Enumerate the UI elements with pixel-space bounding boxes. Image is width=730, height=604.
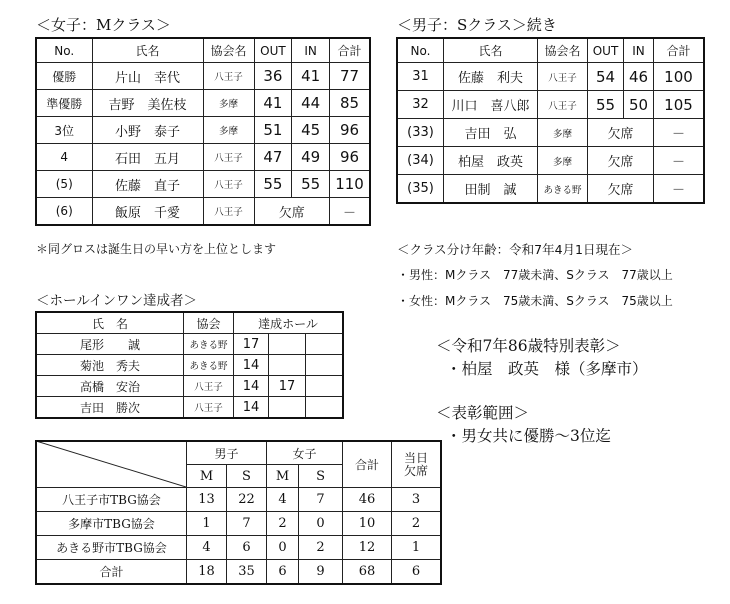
player-name: 佐藤 直子 — [92, 171, 203, 198]
summary-table — [36, 441, 441, 584]
class-male-rule: ・男性：Mクラス 77歳未満、Sクラス 77歳以上 — [397, 268, 673, 282]
cell-value: 7 — [227, 512, 267, 536]
table-row — [37, 90, 370, 117]
hole-number — [269, 334, 306, 355]
summary-table-wrap — [36, 441, 440, 586]
total-score: 96 — [330, 117, 370, 144]
table-row — [37, 376, 343, 397]
rank: 32 — [398, 91, 444, 119]
hole-number — [306, 355, 343, 376]
table-row — [37, 397, 343, 418]
in-score: 50 — [624, 91, 654, 119]
player-name: 小野 泰子 — [92, 117, 203, 144]
header-male: 男子 — [187, 442, 267, 465]
corner-cell — [37, 442, 187, 488]
rank: 優勝 — [37, 63, 93, 90]
assoc: あきる野 — [184, 334, 234, 355]
table-row — [37, 144, 370, 171]
assoc: 八王子 — [538, 91, 588, 119]
absent-label: 欠席 — [588, 175, 654, 203]
special-award-item: ・柏屋 政英 様（多摩市） — [446, 360, 648, 378]
cell-value: 13 — [187, 488, 227, 512]
header-female: 女子 — [267, 442, 343, 465]
header-total: 合計 — [330, 39, 370, 63]
hole-number — [269, 355, 306, 376]
cell-value: 1 — [392, 536, 441, 560]
award-scope-title: ＜表彰範囲＞ — [436, 404, 530, 422]
table-row — [37, 198, 370, 225]
header-male-s: S — [227, 465, 267, 488]
cell-value: 9 — [299, 560, 343, 584]
men-s-table — [397, 38, 704, 203]
header-today-line1: 当日 — [404, 450, 429, 465]
rank: (35) — [398, 175, 444, 203]
women-m-table — [36, 38, 370, 225]
player-name: 吉野 美佐枝 — [92, 90, 203, 117]
in-score: 49 — [292, 144, 330, 171]
player-name: 菊池 秀夫 — [37, 355, 184, 376]
total-score: 96 — [330, 144, 370, 171]
hole-number — [306, 334, 343, 355]
rank: 4 — [37, 144, 93, 171]
assoc-label: あきる野市TBG協会 — [37, 536, 187, 560]
cell-value: 46 — [343, 488, 392, 512]
header-assoc: 協会名 — [203, 39, 254, 63]
header-female-s: S — [299, 465, 343, 488]
header-out: OUT — [588, 39, 624, 63]
rank: 3位 — [37, 117, 93, 144]
player-name: 吉田 弘 — [444, 119, 538, 147]
header-assoc: 協会名 — [538, 39, 588, 63]
women-m-title: ＜女子：Mクラス＞ — [36, 16, 171, 34]
rank: (6) — [37, 198, 93, 225]
player-name: 片山 幸代 — [92, 63, 203, 90]
in-score: 44 — [292, 90, 330, 117]
player-name: 石田 五月 — [92, 144, 203, 171]
total-score: － — [654, 147, 704, 175]
award-scope-item: ・男女共に優勝～3位迄 — [446, 427, 611, 445]
assoc: 八王子 — [184, 397, 234, 418]
rank: (34) — [398, 147, 444, 175]
assoc: 八王子 — [203, 63, 254, 90]
out-score: 41 — [254, 90, 292, 117]
player-name: 飯原 千愛 — [92, 198, 203, 225]
hole-number — [306, 397, 343, 418]
in-score: 41 — [292, 63, 330, 90]
table-row — [398, 147, 704, 175]
table-row — [37, 334, 343, 355]
assoc: 八王子 — [203, 171, 254, 198]
assoc: あきる野 — [538, 175, 588, 203]
out-score: 55 — [588, 91, 624, 119]
cell-value: 18 — [187, 560, 227, 584]
hole-number — [269, 397, 306, 418]
hole-number: 14 — [234, 355, 269, 376]
player-name: 高橋 安治 — [37, 376, 184, 397]
assoc: 八王子 — [184, 376, 234, 397]
assoc-label: 多摩市TBG協会 — [37, 512, 187, 536]
table-row — [37, 117, 370, 144]
cell-value: 2 — [299, 536, 343, 560]
header-name: 氏 名 — [37, 313, 184, 334]
in-score: 46 — [624, 63, 654, 91]
absent-label: 欠席 — [588, 119, 654, 147]
cell-value: 6 — [227, 536, 267, 560]
assoc: 多摩 — [538, 147, 588, 175]
header-name: 氏名 — [92, 39, 203, 63]
table-row — [398, 175, 704, 203]
player-name: 佐藤 利夫 — [444, 63, 538, 91]
assoc: 八王子 — [203, 144, 254, 171]
header-male-m: M — [187, 465, 227, 488]
total-score: 105 — [654, 91, 704, 119]
total-score: － — [654, 175, 704, 203]
table-header-row — [37, 442, 441, 465]
men-s-title: ＜男子：Sクラス＞続き — [397, 16, 557, 34]
rank: (5) — [37, 171, 93, 198]
special-award-title: ＜令和7年86歳特別表彰＞ — [436, 337, 621, 355]
out-score: 55 — [254, 171, 292, 198]
rank: 準優勝 — [37, 90, 93, 117]
cell-value: 68 — [343, 560, 392, 584]
player-name: 田制 誠 — [444, 175, 538, 203]
hole-number: 17 — [234, 334, 269, 355]
assoc: 八王子 — [538, 63, 588, 91]
player-name: 吉田 勝次 — [37, 397, 184, 418]
cell-value: 6 — [392, 560, 441, 584]
header-assoc: 協会 — [184, 313, 234, 334]
tiebreak-note: ＊同グロスは誕生日の早い方を上位とします — [36, 242, 277, 256]
header-in: IN — [292, 39, 330, 63]
cell-value: 35 — [227, 560, 267, 584]
cell-value: 12 — [343, 536, 392, 560]
player-name: 川口 喜八郎 — [444, 91, 538, 119]
table-row — [37, 63, 370, 90]
out-score: 54 — [588, 63, 624, 91]
cell-value: 0 — [267, 536, 299, 560]
player-name: 柏屋 政英 — [444, 147, 538, 175]
class-age-title: ＜クラス分け年齢：令和7年4月1日現在＞ — [397, 242, 633, 257]
header-name: 氏名 — [444, 39, 538, 63]
assoc-label: 合計 — [37, 560, 187, 584]
cell-value: 2 — [392, 512, 441, 536]
assoc: 多摩 — [203, 90, 254, 117]
table-header-row — [37, 313, 343, 334]
hole-number: 14 — [234, 376, 269, 397]
assoc: 多摩 — [203, 117, 254, 144]
cell-value: 2 — [267, 512, 299, 536]
header-in: IN — [624, 39, 654, 63]
table-row — [398, 91, 704, 119]
cell-value: 22 — [227, 488, 267, 512]
total-score: 85 — [330, 90, 370, 117]
total-score: － — [330, 198, 370, 225]
table-row — [37, 560, 441, 584]
total-score: 77 — [330, 63, 370, 90]
assoc: 多摩 — [538, 119, 588, 147]
rank: 31 — [398, 63, 444, 91]
in-score: 55 — [292, 171, 330, 198]
header-today-line2: 欠席 — [404, 463, 429, 478]
absent-label: 欠席 — [588, 147, 654, 175]
table-header-row — [37, 39, 370, 63]
table-row — [37, 488, 441, 512]
total-score: 100 — [654, 63, 704, 91]
header-total: 合計 — [343, 442, 392, 488]
cell-value: 6 — [267, 560, 299, 584]
assoc: 八王子 — [203, 198, 254, 225]
table-row — [398, 119, 704, 147]
table-row — [37, 355, 343, 376]
cell-value: 4 — [267, 488, 299, 512]
assoc-label: 八王子市TBG協会 — [37, 488, 187, 512]
rank: (33) — [398, 119, 444, 147]
cell-value: 7 — [299, 488, 343, 512]
hole-number: 14 — [234, 397, 269, 418]
table-row — [37, 536, 441, 560]
out-score: 47 — [254, 144, 292, 171]
cell-value: 4 — [187, 536, 227, 560]
table-header-row — [398, 39, 704, 63]
cell-value: 0 — [299, 512, 343, 536]
out-score: 51 — [254, 117, 292, 144]
hole-number: 17 — [269, 376, 306, 397]
header-total: 合計 — [654, 39, 704, 63]
in-score: 45 — [292, 117, 330, 144]
cell-value: 1 — [187, 512, 227, 536]
header-female-m: M — [267, 465, 299, 488]
out-score: 36 — [254, 63, 292, 90]
table-row — [37, 512, 441, 536]
hole-in-one-table — [36, 312, 343, 418]
cell-value: 10 — [343, 512, 392, 536]
absent-label: 欠席 — [254, 198, 329, 225]
header-absent-today — [392, 442, 441, 488]
class-female-rule: ・女性：Mクラス 75歳未満、Sクラス 75歳以上 — [397, 294, 673, 308]
hole-number — [306, 376, 343, 397]
header-no: No. — [37, 39, 93, 63]
header-no: No. — [398, 39, 444, 63]
total-score: 110 — [330, 171, 370, 198]
table-row — [37, 171, 370, 198]
cell-value: 3 — [392, 488, 441, 512]
header-holes: 達成ホール — [234, 313, 343, 334]
header-out: OUT — [254, 39, 292, 63]
assoc: あきる野 — [184, 355, 234, 376]
table-row — [398, 63, 704, 91]
total-score: － — [654, 119, 704, 147]
player-name: 尾形 誠 — [37, 334, 184, 355]
hole-in-one-title: ＜ホールインワン達成者＞ — [36, 293, 198, 309]
